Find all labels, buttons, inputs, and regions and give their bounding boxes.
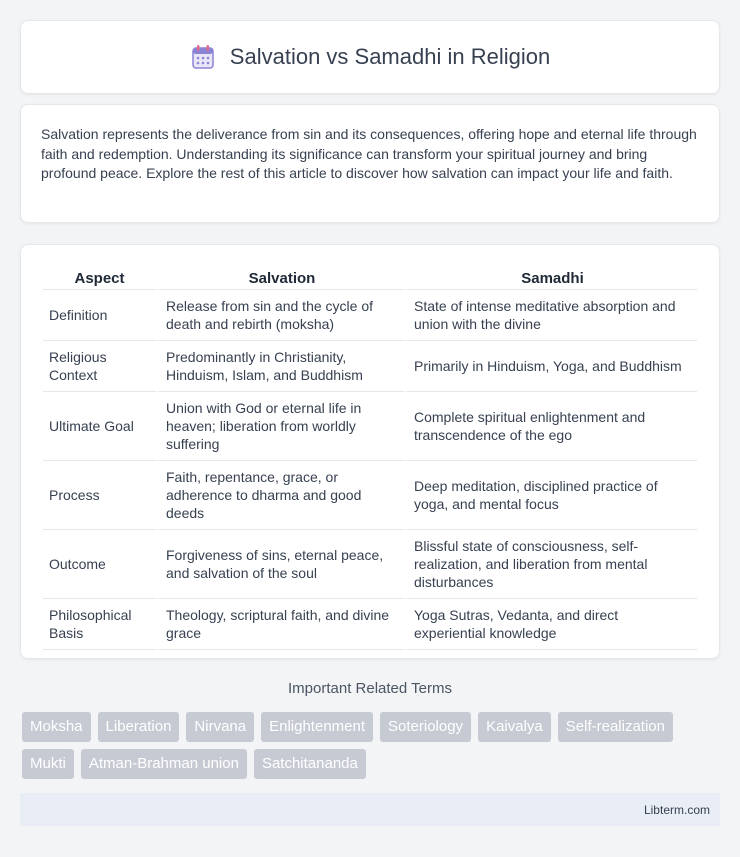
footer-site-link[interactable]: Libterm.com <box>643 803 710 817</box>
row-salvation: Predominantly in Christianity, Hinduism, Islam, and Buddhism <box>156 341 404 392</box>
related-terms-list <box>22 712 722 779</box>
row-samadhi: Deep meditation, disciplined practice of yoga, and mental focus <box>404 461 697 530</box>
term-tag[interactable]: Self-realization <box>558 712 673 742</box>
intro-card <box>20 104 720 223</box>
row-samadhi: Blissful state of consciousness, self-realization, and liberation from mental disturbances <box>404 530 697 599</box>
row-samadhi: Complete spiritual enlightenment and transcendence of the ego <box>404 392 697 461</box>
row-aspect: Outcome <box>43 530 156 599</box>
term-tag[interactable]: Atman-Brahman union <box>81 749 247 779</box>
footer <box>20 793 720 826</box>
table-row <box>43 392 697 461</box>
term-tag[interactable]: Mukti <box>22 749 74 779</box>
header-salvation: Salvation <box>156 265 404 290</box>
table-row <box>43 290 697 341</box>
term-tag[interactable]: Liberation <box>98 712 180 742</box>
comparison-card <box>20 244 720 659</box>
comparison-table <box>43 265 697 650</box>
term-tag[interactable]: Nirvana <box>186 712 254 742</box>
term-tag[interactable]: Satchitananda <box>254 749 366 779</box>
row-samadhi: Primarily in Hinduism, Yoga, and Buddhism <box>404 341 697 392</box>
intro-text: Salvation represents the deliverance from sin and its consequences, offering hope and eternal life through faith and redemption. Understanding its significance can transform your spiritual journey and bring profound peace. Explore the rest of this article to discover how salvation can impact your life and faith. <box>41 126 697 181</box>
table-row <box>43 341 697 392</box>
row-samadhi: Yoga Sutras, Vedanta, and direct experiential knowledge <box>404 599 697 650</box>
term-tag[interactable]: Enlightenment <box>261 712 373 742</box>
header-aspect: Aspect <box>43 265 156 290</box>
row-aspect: Ultimate Goal <box>43 392 156 461</box>
table-row <box>43 461 697 530</box>
row-salvation: Release from sin and the cycle of death and rebirth (moksha) <box>156 290 404 341</box>
table-header-row <box>43 265 697 290</box>
calendar-icon <box>190 44 216 70</box>
title-card <box>20 20 720 94</box>
row-aspect: Philosophical Basis <box>43 599 156 650</box>
row-aspect: Definition <box>43 290 156 341</box>
row-aspect: Religious Context <box>43 341 156 392</box>
header-samadhi: Samadhi <box>404 265 697 290</box>
term-tag[interactable]: Moksha <box>22 712 91 742</box>
row-salvation: Forgiveness of sins, eternal peace, and salvation of the soul <box>156 530 404 599</box>
row-salvation: Theology, scriptural faith, and divine grace <box>156 599 404 650</box>
term-tag[interactable]: Kaivalya <box>478 712 551 742</box>
term-tag[interactable]: Soteriology <box>380 712 471 742</box>
row-samadhi: State of intense meditative absorption and union with the divine <box>404 290 697 341</box>
table-row <box>43 599 697 650</box>
row-salvation: Faith, repentance, grace, or adherence to dharma and good deeds <box>156 461 404 530</box>
row-aspect: Process <box>43 461 156 530</box>
row-salvation: Union with God or eternal life in heaven; liberation from worldly suffering <box>156 392 404 461</box>
page-title: Salvation vs Samadhi in Religion <box>229 44 551 69</box>
table-row <box>43 530 697 599</box>
related-terms-title: Important Related Terms <box>288 680 452 697</box>
